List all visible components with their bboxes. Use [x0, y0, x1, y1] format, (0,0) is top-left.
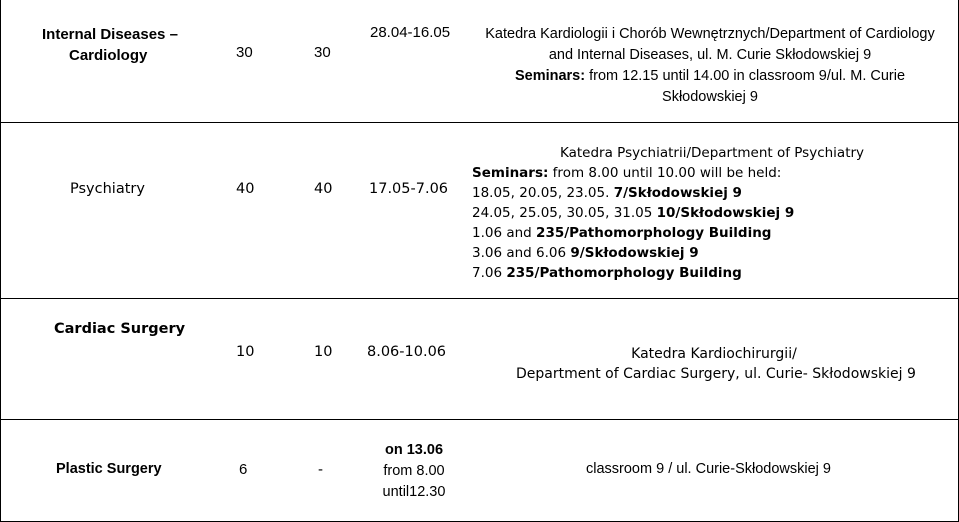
hours-cell: 30: [236, 44, 253, 61]
place-cell: classroom 9 / ul. Curie-Skłodowskiej 9: [586, 461, 831, 477]
course-name: Psychiatry: [70, 181, 145, 197]
place-cell: Katedra Kardiochirurgii/ Department of Cardiac Surgery, ul. Curie- Skłodowskiej 9: [516, 346, 916, 382]
hours-cell: 10: [236, 344, 255, 360]
row-divider: [0, 122, 959, 123]
course-name: Internal Diseases – Cardiology: [42, 26, 178, 64]
hours-cell: 6: [239, 461, 248, 478]
course-name: Plastic Surgery: [56, 461, 162, 477]
hours-cell: 40: [236, 181, 255, 197]
schedule-line: 3.06 and 6.06 9/Skłodowskiej 9: [472, 245, 699, 261]
dates-cell: 8.06-10.06: [367, 344, 447, 360]
row-divider: [0, 419, 959, 420]
place-cell: Katedra Kardiologii i Chorób Wewnętrznych/Department of Cardiology and Internal Diseases, ul. M. Curie Skłodowskiej 9 Seminars: from 12.15 until 14.00 in classroom 9/ul. M. Curie Skłodowskiej 9: [485, 26, 935, 105]
schedule-line: 7.06 235/Pathomorphology Building: [472, 265, 742, 281]
dates-cell: 17.05-7.06: [369, 181, 449, 197]
dates-cell: 28.04-16.05: [370, 24, 451, 41]
hours-cell: 30: [314, 44, 331, 61]
schedule-line: 18.05, 20.05, 23.05. 7/Skłodowskiej 9: [472, 185, 742, 201]
seminars-line: Seminars: from 8.00 until 10.00 will be held:: [472, 165, 782, 181]
hours-cell: 40: [314, 181, 333, 197]
dates-cell: on 13.06 from 8.00 until12.30: [382, 442, 446, 500]
place-heading: Katedra Psychiatrii/Department of Psychiatry: [560, 145, 865, 161]
place-cell: [472, 143, 946, 283]
hours-cell: -: [318, 461, 323, 478]
schedule-line: 24.05, 25.05, 30.05, 31.05 10/Skłodowskiej 9: [472, 205, 795, 221]
schedule-line: 1.06 and 235/Pathomorphology Building: [472, 225, 772, 241]
row-divider: [0, 298, 959, 299]
table-border-left: [0, 0, 1, 522]
course-name: Cardiac Surgery: [54, 321, 186, 337]
hours-cell: 10: [314, 344, 333, 360]
